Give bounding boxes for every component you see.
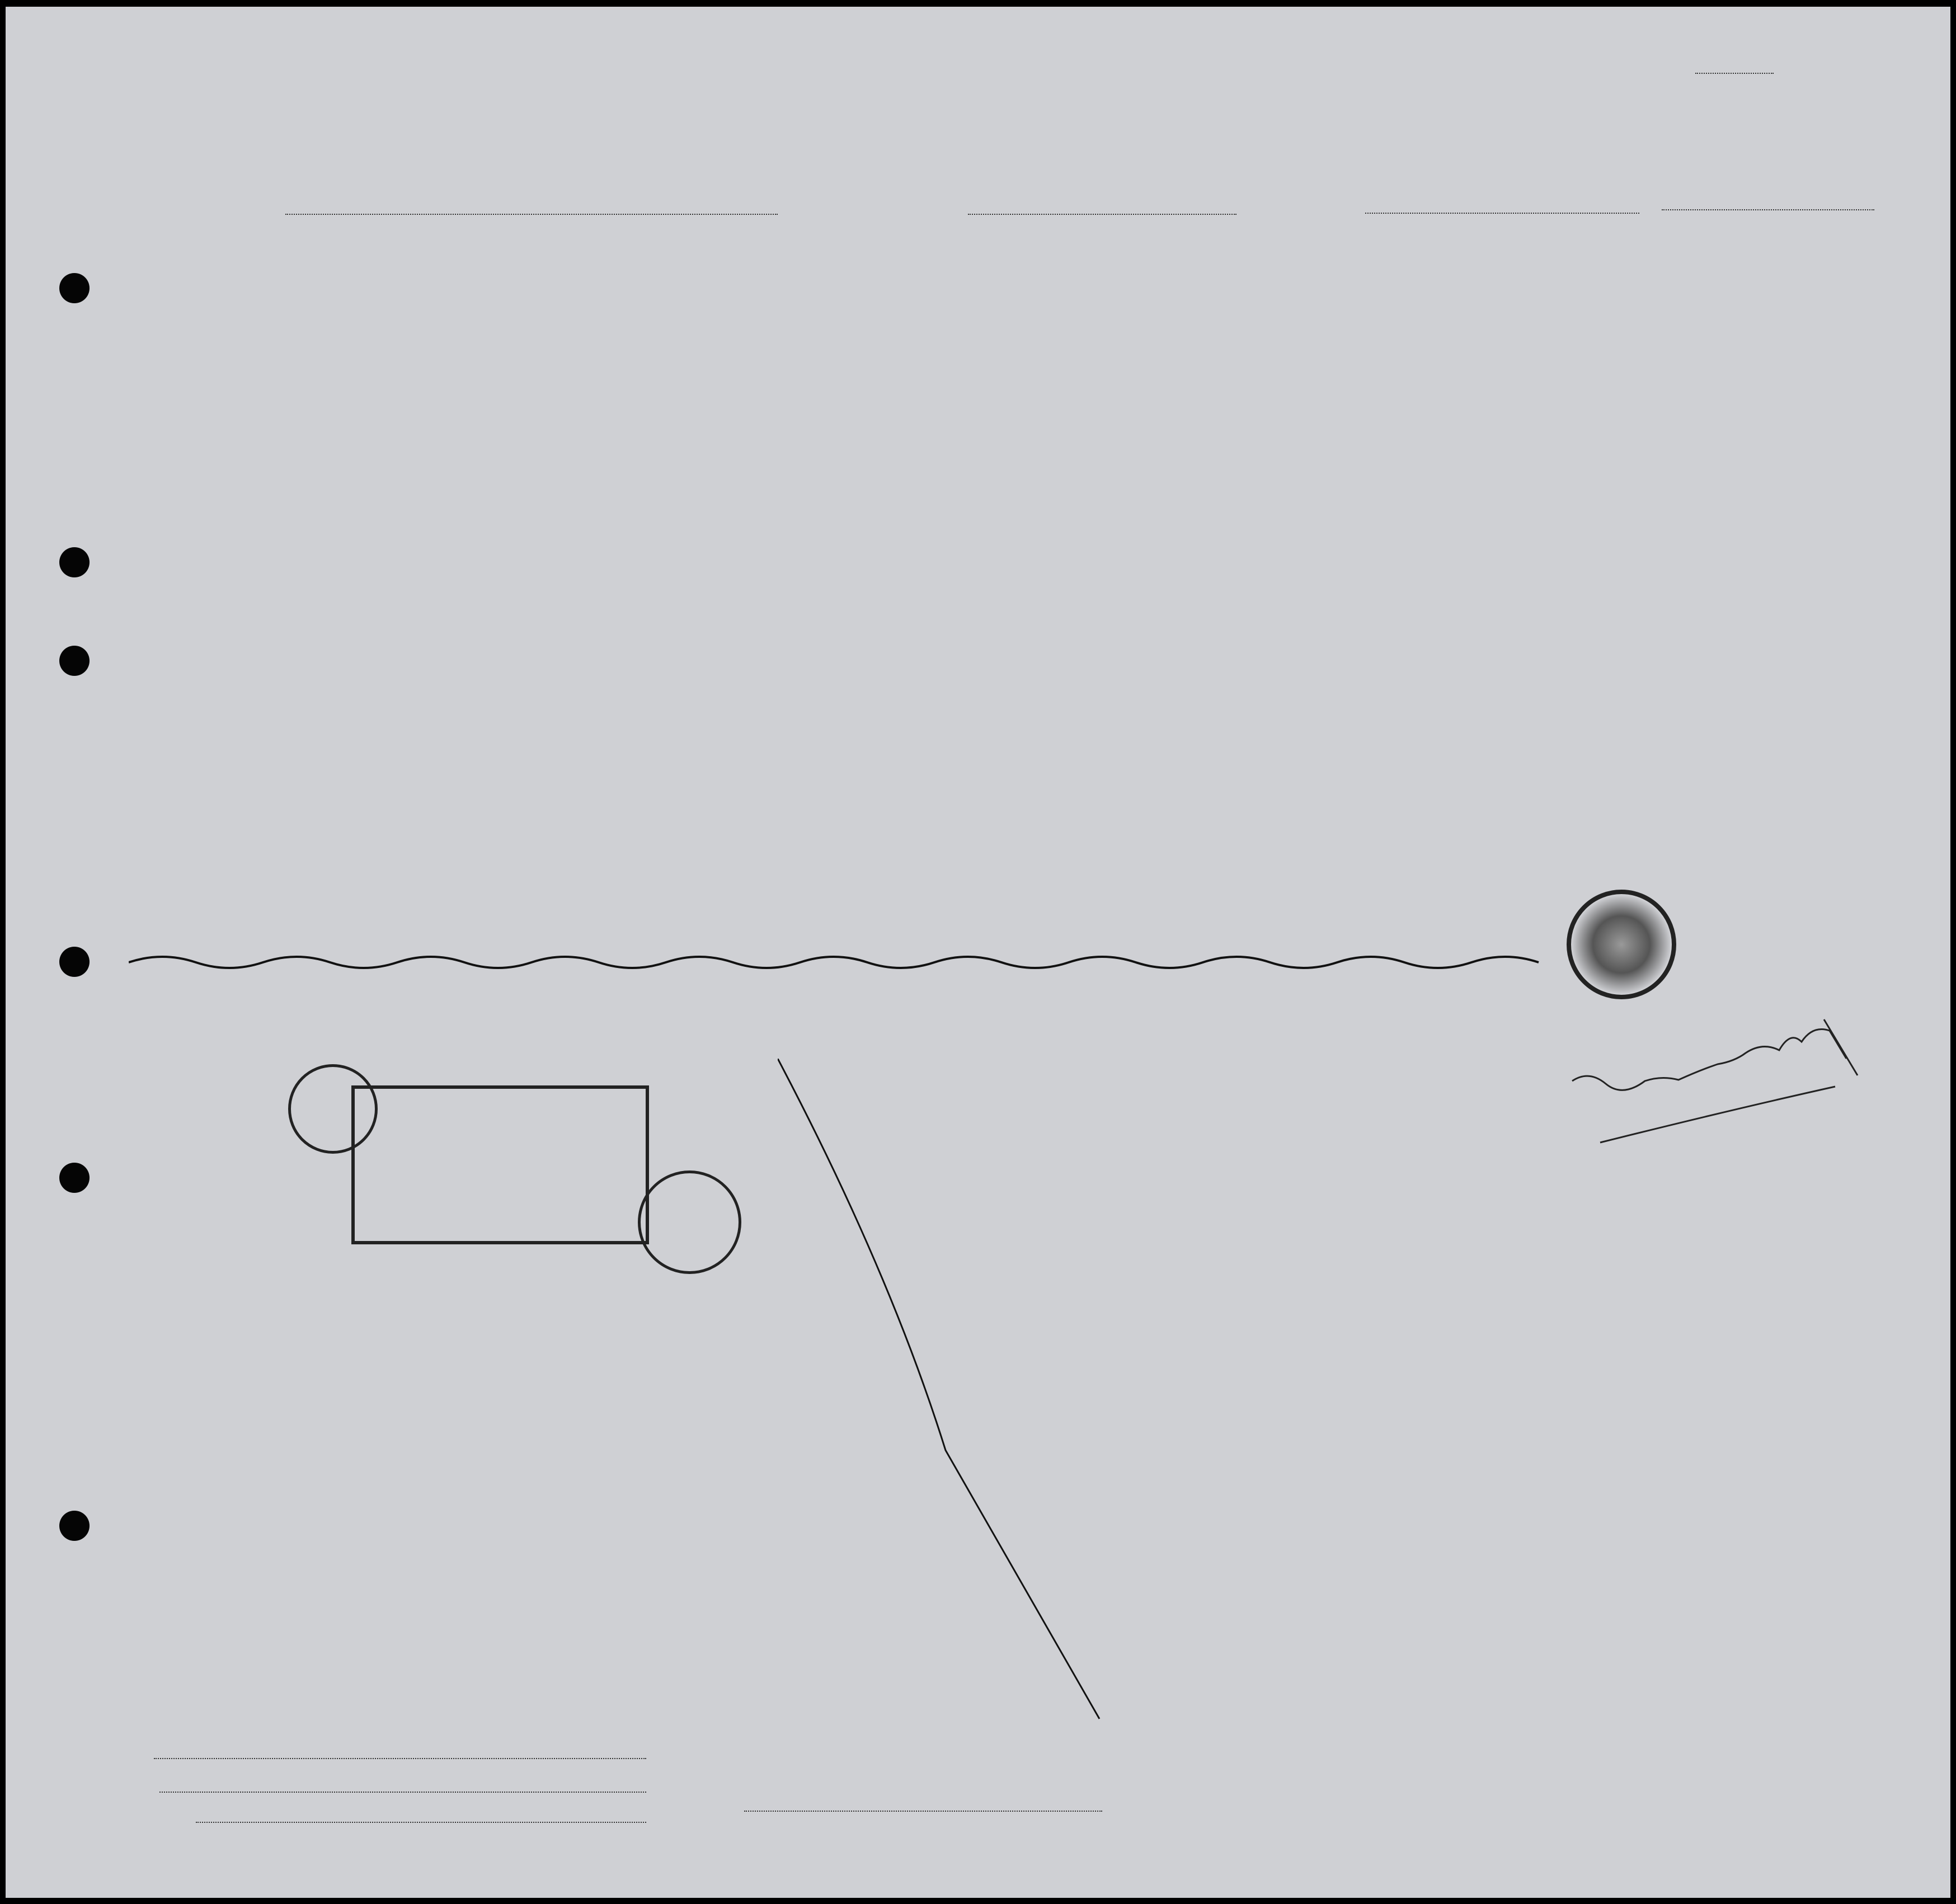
mexican-official-signature bbox=[1567, 1008, 1863, 1154]
binder-hole bbox=[59, 947, 90, 977]
footer-line-rule bbox=[154, 1758, 646, 1759]
binder-hole bbox=[59, 273, 90, 303]
binder-hole bbox=[59, 547, 90, 577]
diagonal-cancel-line bbox=[778, 1059, 1113, 1730]
binder-hole bbox=[59, 1163, 90, 1193]
row-14-strike bbox=[129, 951, 1583, 974]
footer-agents-rule bbox=[196, 1822, 646, 1823]
seen-stamp bbox=[351, 1085, 649, 1244]
manifest-sheet bbox=[6, 7, 1950, 1898]
binder-hole bbox=[59, 646, 90, 676]
footer-owners-rule bbox=[159, 1792, 646, 1793]
inspector-rule bbox=[744, 1811, 1102, 1812]
port-balboa-stamp-2 bbox=[638, 1170, 741, 1274]
mexican-seal-icon bbox=[1567, 890, 1676, 999]
binder-hole bbox=[59, 1511, 90, 1541]
